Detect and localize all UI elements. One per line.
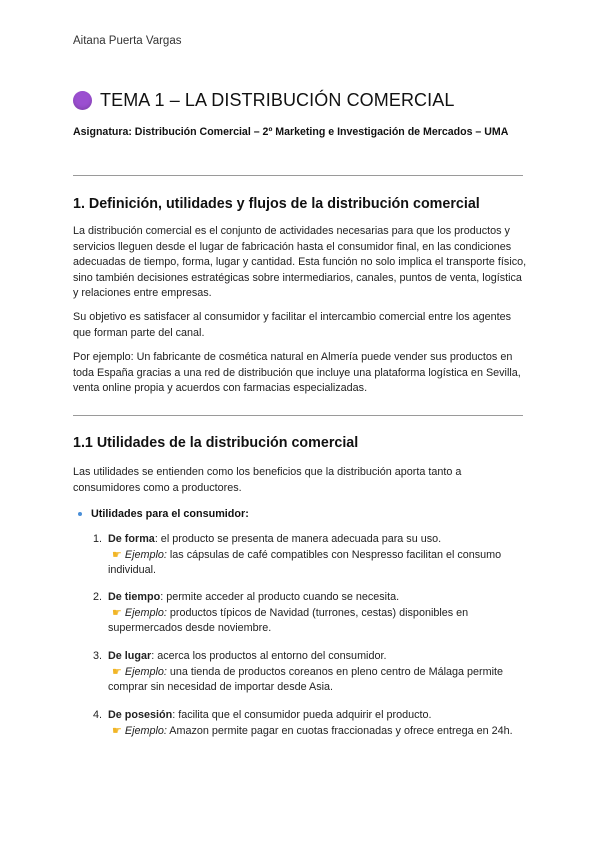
list-item-number: 2. <box>92 591 102 603</box>
list-item-term: De tiempo <box>108 591 161 603</box>
bullet-consumer-utilities <box>78 508 249 520</box>
section-1-paragraph-2: Su objetivo es satisfacer al consumidor y facilitar el intercambio comercial entre los agentes que forman parte del canal. <box>73 311 512 339</box>
section-1-paragraph-3: Por ejemplo: Un fabricante de cosmética natural en Almería puede vender sus productos en toda España gracias a una red de distribución que incluye una plataforma logística en Sevilla, venta online propia y acuerdos con farmacias especializadas. <box>73 351 521 395</box>
subject-line: Asignatura: Distribución Comercial – 2º Marketing e Investigación de Mercados – UMA <box>73 126 509 138</box>
divider <box>73 415 523 416</box>
list-item-description: : acerca los productos al entorno del consumidor. <box>151 650 387 662</box>
list-item-number: 1. <box>92 533 102 545</box>
example-label: Ejemplo: <box>124 548 167 561</box>
section-1-1-heading: 1.1 Utilidades de la distribución comercial <box>73 435 359 451</box>
bullet-label: Utilidades para el consumidor: <box>91 508 249 520</box>
list-item-number: 4. <box>92 709 102 721</box>
example-text: productos típicos de Navidad (turrones, cestas) disponibles en supermercados desde noviembre. <box>108 606 469 635</box>
page-title <box>73 90 454 111</box>
section-1-paragraph-1: La distribución comercial es el conjunto de actividades necesarias para que los productos y servicios lleguen desde el lugar de fabricación hasta el consumidor final, en las condiciones adecuadas de tiempo, forma, lugar y cantidad. Esta función no solo implica el transporte físico, sino también decisiones estratégicas sobre intermediarios, canales, puntos de venta, logística y relaciones entre empresas. <box>73 225 527 300</box>
divider <box>73 175 523 176</box>
section-1-heading: 1. Definición, utilidades y flujos de la distribución comercial <box>73 196 480 212</box>
purple-circle-icon <box>73 91 92 110</box>
example-text: las cápsulas de café compatibles con Nespresso facilitan el consumo individual. <box>108 548 502 577</box>
list-item-term: De forma <box>108 533 155 545</box>
example-text: Amazon permite pagar en cuotas fraccionadas y ofrece entrega en 24h. <box>166 724 513 737</box>
author-name: Aitana Puerta Vargas <box>73 35 182 47</box>
example-label: Ejemplo: <box>124 665 167 678</box>
list-item-number: 3. <box>92 650 102 662</box>
example-label: Ejemplo: <box>124 724 167 737</box>
section-1-1-intro: Las utilidades se entienden como los beneficios que la distribución aporta tanto a consumidores como a productores. <box>73 466 462 494</box>
pointing-hand-icon: ☛ <box>112 724 122 737</box>
list-item-description: : facilita que el consumidor pueda adquirir el producto. <box>172 709 432 721</box>
bullet-dot-icon <box>78 512 82 516</box>
example-label: Ejemplo: <box>124 606 167 619</box>
pointing-hand-icon: ☛ <box>112 606 122 619</box>
example-text: una tienda de productos coreanos en pleno centro de Málaga permite comprar sin necesidad de importar desde Asia. <box>108 665 504 694</box>
list-item-term: De posesión <box>108 709 173 721</box>
pointing-hand-icon: ☛ <box>112 548 122 561</box>
list-item-description: : el producto se presenta de manera adecuada para su uso. <box>154 533 442 545</box>
pointing-hand-icon: ☛ <box>112 665 122 678</box>
list-item-description: : permite acceder al producto cuando se necesita. <box>160 591 400 603</box>
list-item-term: De lugar <box>108 650 152 662</box>
page-title-text: TEMA 1 – LA DISTRIBUCIÓN COMERCIAL <box>100 90 455 110</box>
